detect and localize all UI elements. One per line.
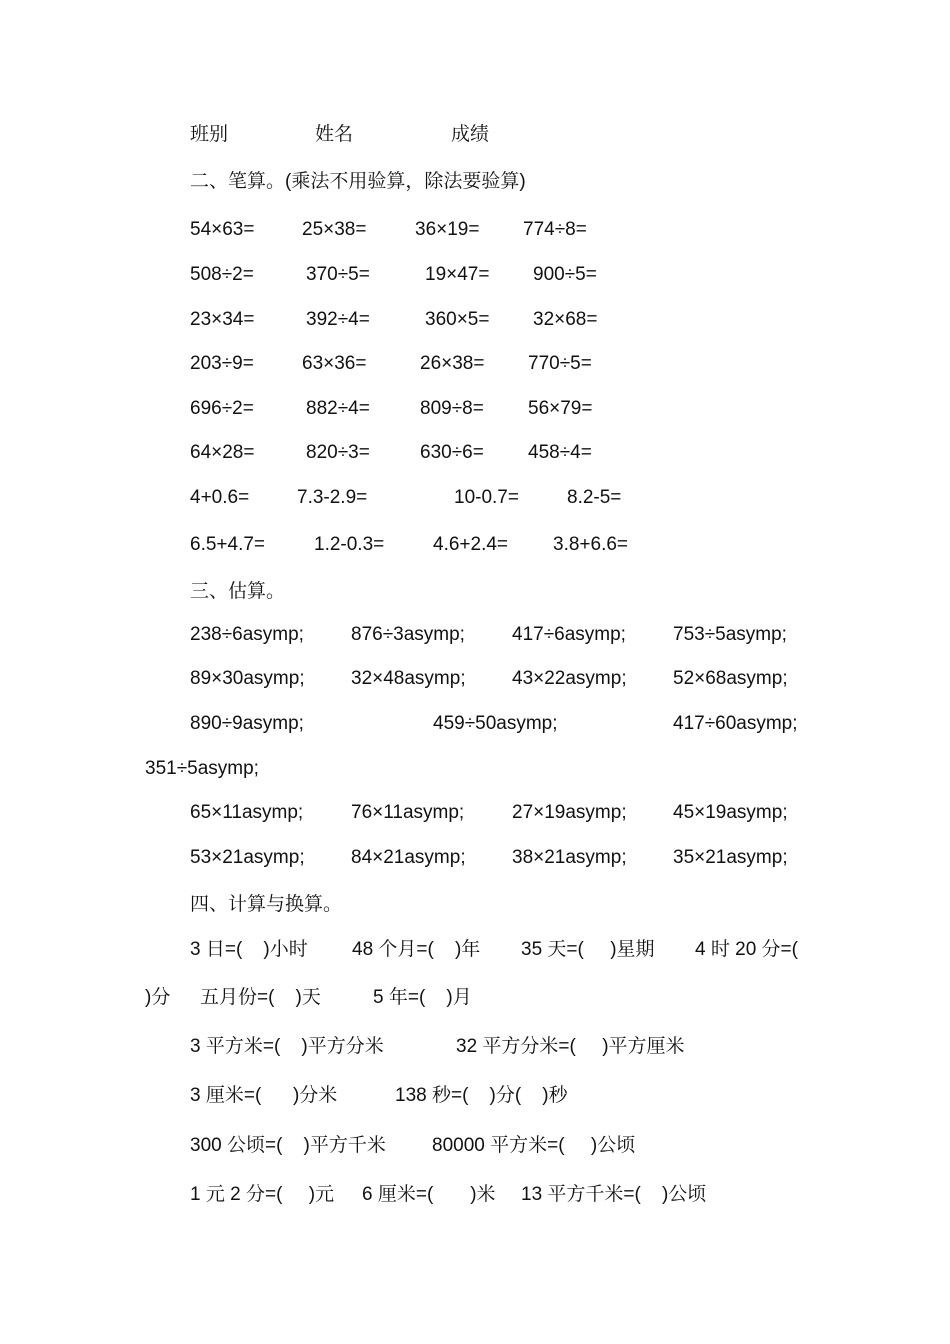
problem: 770÷5= — [528, 353, 592, 374]
problem: 36×19= — [415, 219, 480, 240]
score-label: 成绩 — [451, 124, 490, 145]
conversion-problem: 3 日=( )小时 — [190, 939, 308, 960]
estimate-problem: 417÷60asymp; — [673, 713, 798, 734]
section2-title: 二、笔算。(乘法不用验算，除法要验算) — [190, 171, 526, 192]
problem: 458÷4= — [528, 442, 592, 463]
name-label: 姓名 — [315, 124, 354, 145]
problem: 820÷3= — [306, 442, 370, 463]
conversion-problem: 32 平方分米=( )平方厘米 — [456, 1036, 685, 1057]
estimate-problem: 35×21asymp; — [673, 847, 788, 868]
estimate-problem: 43×22asymp; — [512, 668, 627, 689]
estimate-problem: 753÷5asymp; — [673, 624, 787, 645]
problem: 23×34= — [190, 309, 255, 330]
estimate-problem: 65×11asymp; — [190, 802, 304, 823]
conversion-problem: 4 时 20 分=( — [695, 939, 798, 960]
problem: 54×63= — [190, 219, 255, 240]
problem: 26×38= — [420, 353, 485, 374]
estimate-problem: 53×21asymp; — [190, 847, 305, 868]
problem: 696÷2= — [190, 398, 254, 419]
section3-title: 三、估算。 — [190, 581, 286, 602]
conversion-problem: 80000 平方米=( )公顷 — [432, 1135, 636, 1156]
conversion-problem: 300 公顷=( )平方千米 — [190, 1135, 386, 1156]
estimate-problem: 351÷5asymp; — [145, 758, 259, 779]
problem: 8.2-5= — [567, 487, 622, 508]
problem: 4.6+2.4= — [433, 534, 509, 555]
problem: 370÷5= — [306, 264, 370, 285]
conversion-problem: 35 天=( )星期 — [521, 939, 655, 960]
estimate-problem: 32×48asymp; — [351, 668, 466, 689]
conversion-problem: 48 个月=( )年 — [352, 939, 481, 960]
problem: 6.5+4.7= — [190, 534, 266, 555]
problem: 25×38= — [302, 219, 367, 240]
conversion-problem: 6 厘米=( )米 — [362, 1184, 496, 1205]
problem: 32×68= — [533, 309, 598, 330]
estimate-problem: 459÷50asymp; — [433, 713, 558, 734]
problem: 1.2-0.3= — [314, 534, 385, 555]
class-label: 班别 — [190, 124, 229, 145]
conversion-problem: 3 厘米=( )分米 — [190, 1085, 338, 1106]
problem: 63×36= — [302, 353, 367, 374]
problem: 630÷6= — [420, 442, 484, 463]
conversion-problem: 3 平方米=( )平方分米 — [190, 1036, 384, 1057]
estimate-problem: 238÷6asymp; — [190, 624, 304, 645]
problem: 3.8+6.6= — [553, 534, 629, 555]
estimate-problem: 76×11asymp; — [351, 802, 465, 823]
problem: 19×47= — [425, 264, 490, 285]
problem: 900÷5= — [533, 264, 597, 285]
estimate-problem: 417÷6asymp; — [512, 624, 626, 645]
problem: 882÷4= — [306, 398, 370, 419]
conversion-problem: 1 元 2 分=( )元 — [190, 1184, 335, 1205]
estimate-problem: 890÷9asymp; — [190, 713, 304, 734]
problem: 10-0.7= — [454, 487, 519, 508]
problem: 774÷8= — [523, 219, 587, 240]
conversion-problem: 13 平方千米=( )公顷 — [521, 1184, 707, 1205]
estimate-problem: 89×30asymp; — [190, 668, 305, 689]
estimate-problem: 84×21asymp; — [351, 847, 466, 868]
problem: 392÷4= — [306, 309, 370, 330]
estimate-problem: 52×68asymp; — [673, 668, 788, 689]
estimate-problem: 38×21asymp; — [512, 847, 627, 868]
estimate-problem: 876÷3asymp; — [351, 624, 465, 645]
section4-title: 四、计算与换算。 — [190, 894, 343, 915]
problem: 203÷9= — [190, 353, 254, 374]
estimate-problem: 27×19asymp; — [512, 802, 627, 823]
problem: 56×79= — [528, 398, 593, 419]
problem: 360×5= — [425, 309, 490, 330]
estimate-problem: 45×19asymp; — [673, 802, 788, 823]
conversion-problem: 138 秒=( )分( )秒 — [395, 1085, 568, 1106]
conversion-problem: )分 — [145, 987, 171, 1008]
conversion-problem: 五月份=( )天 — [200, 987, 321, 1008]
problem: 7.3-2.9= — [297, 487, 368, 508]
problem: 4+0.6= — [190, 487, 250, 508]
conversion-problem: 5 年=( )月 — [373, 987, 472, 1008]
problem: 64×28= — [190, 442, 255, 463]
problem: 809÷8= — [420, 398, 484, 419]
problem: 508÷2= — [190, 264, 254, 285]
